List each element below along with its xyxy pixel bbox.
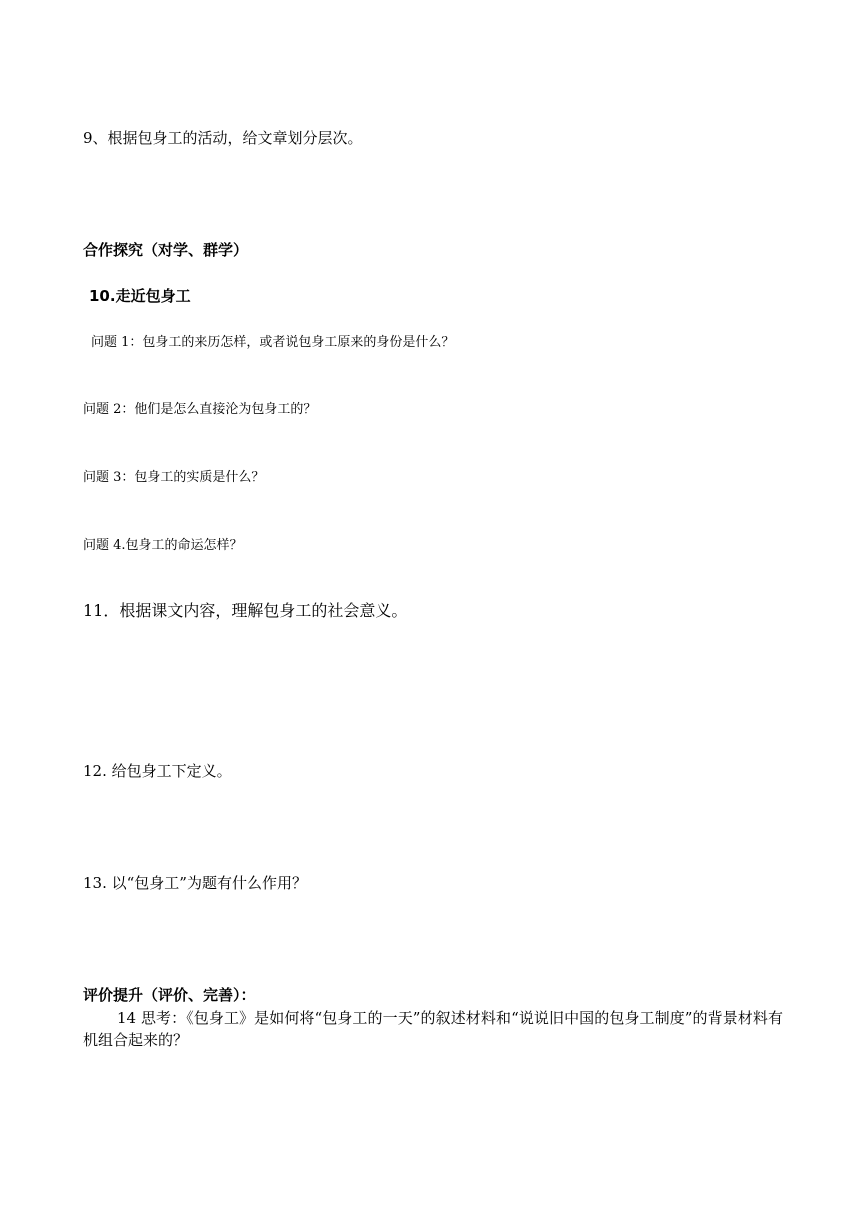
question-10-problem-2: 问题 2：他们是怎么直接沦为包身工的？ [83, 402, 317, 417]
question-11: 11．根据课文内容，理解包身工的社会意义。 [83, 601, 408, 620]
question-14: 14 思考：《包身工》是如何将“包身工的一天”的叙述材料和“说说旧中国的包身工制度”的背景材料有机组合起来的？ [83, 1009, 783, 1049]
question-12: 12. 给包身工下定义。 [83, 762, 232, 780]
question-9: 9、根据包身工的活动，给文章划分层次。 [83, 129, 363, 147]
question-10-problem-4: 问题 4.包身工的命运怎样？ [83, 538, 243, 553]
question-10-title: 10.走近包身工 [89, 287, 191, 305]
section-heading-cooperative-inquiry: 合作探究（对学、群学） [83, 241, 249, 259]
section-heading-evaluation: 评价提升（评价、完善）： [83, 986, 256, 1004]
question-10-problem-3: 问题 3：包身工的实质是什么？ [83, 470, 265, 485]
question-13: 13. 以“包身工”为题有什么作用？ [83, 874, 307, 892]
question-10-problem-1: 问题 1：包身工的来历怎样，或者说包身工原来的身份是什么？ [91, 335, 455, 350]
